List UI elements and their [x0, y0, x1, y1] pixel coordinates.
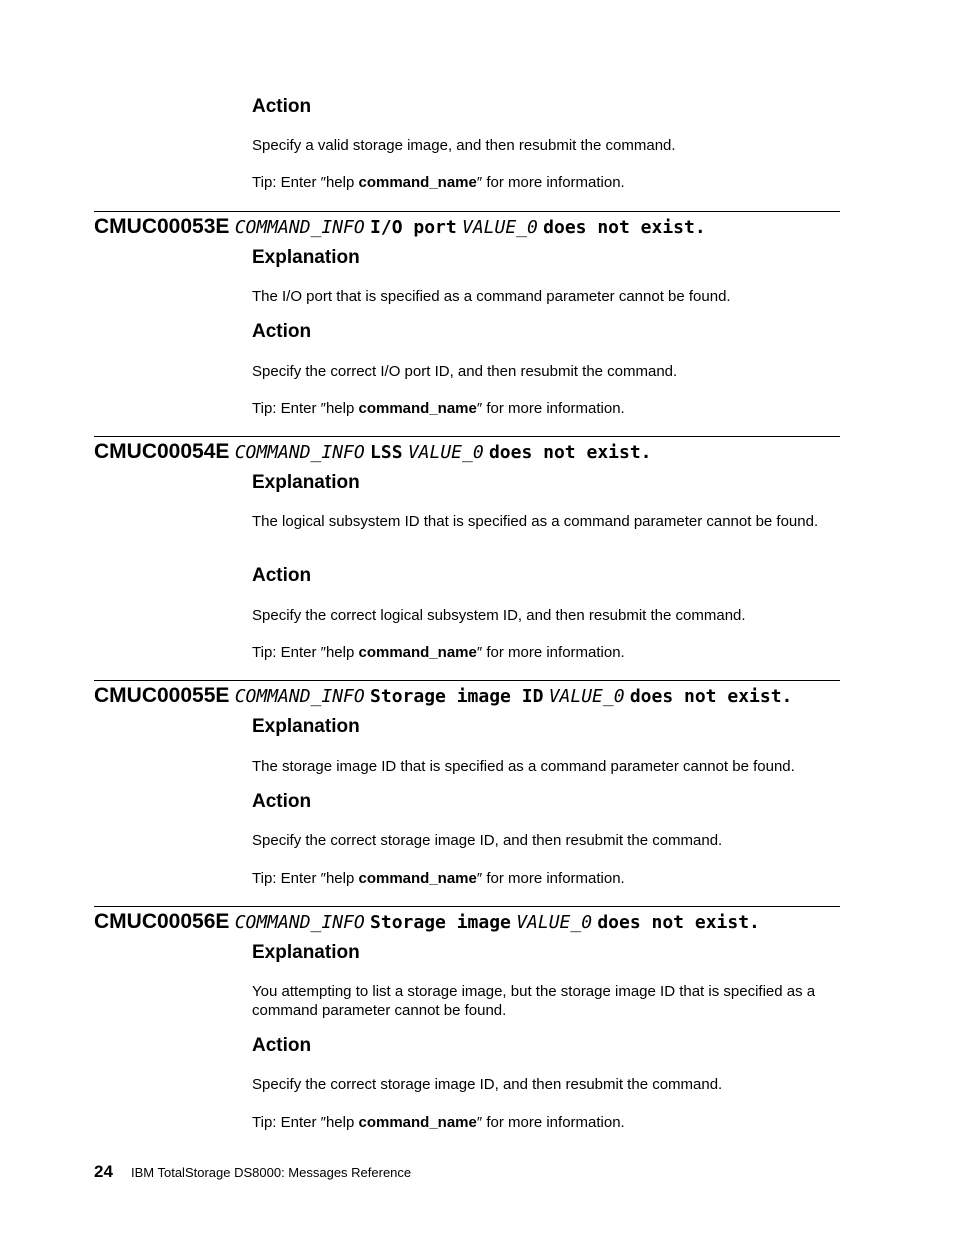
- action-text: Specify the correct storage image ID, and then resubmit the command.: [252, 1076, 723, 1093]
- action-text: Specify the correct logical subsystem ID, and then resubmit the command.: [252, 607, 746, 624]
- message-title: CMUC00056E COMMAND_INFO Storage image VALUE_0 does not exist.: [94, 910, 760, 933]
- message-title: CMUC00055E COMMAND_INFO Storage image ID VALUE_0 does not exist.: [94, 684, 793, 707]
- explanation-text: The I/O port that is specified as a command parameter cannot be found.: [252, 288, 731, 305]
- explanation-heading: Explanation: [252, 716, 360, 737]
- message-title: CMUC00053E COMMAND_INFO I/O port VALUE_0 does not exist.: [94, 215, 706, 238]
- message-title: CMUC00054E COMMAND_INFO LSS VALUE_0 does not exist.: [94, 440, 652, 463]
- explanation-text: The logical subsystem ID that is specified as a command parameter cannot be found.: [252, 513, 819, 530]
- action-heading: Action: [252, 565, 312, 586]
- section-divider: [94, 436, 840, 437]
- explanation-heading: Explanation: [252, 942, 360, 963]
- message-code: CMUC00055E: [94, 684, 230, 707]
- message-code: CMUC00054E: [94, 440, 230, 463]
- tip-text: Tip: Enter ″help command_name″ for more information.: [252, 870, 625, 887]
- explanation-text: You attempting to list a storage image, but the storage image ID that is specified as a command parameter cannot be found.: [252, 983, 816, 1019]
- tip-text: Tip: Enter ″help command_name″ for more information.: [252, 174, 625, 191]
- action-text: Specify a valid storage image, and then resubmit the command.: [252, 137, 676, 154]
- action-heading: Action: [252, 791, 312, 812]
- message-code: CMUC00053E: [94, 215, 230, 238]
- action-heading: Action: [252, 1035, 312, 1056]
- explanation-heading: Explanation: [252, 247, 360, 268]
- section-divider: [94, 906, 840, 907]
- message-code: CMUC00056E: [94, 910, 230, 933]
- page-number: 24: [94, 1162, 113, 1181]
- explanation-text: The storage image ID that is specified as a command parameter cannot be found.: [252, 758, 795, 775]
- action-text: Specify the correct I/O port ID, and then resubmit the command.: [252, 363, 678, 380]
- section-divider: [94, 680, 840, 681]
- action-text: Specify the correct storage image ID, and then resubmit the command.: [252, 832, 723, 849]
- action-heading: Action: [252, 96, 312, 117]
- tip-text: Tip: Enter ″help command_name″ for more information.: [252, 400, 625, 417]
- tip-text: Tip: Enter ″help command_name″ for more information.: [252, 1114, 625, 1131]
- action-heading: Action: [252, 321, 312, 342]
- book-title: IBM TotalStorage DS8000: Messages Reference: [131, 1165, 412, 1180]
- explanation-heading: Explanation: [252, 472, 360, 493]
- tip-text: Tip: Enter ″help command_name″ for more information.: [252, 644, 625, 661]
- section-divider: [94, 211, 840, 212]
